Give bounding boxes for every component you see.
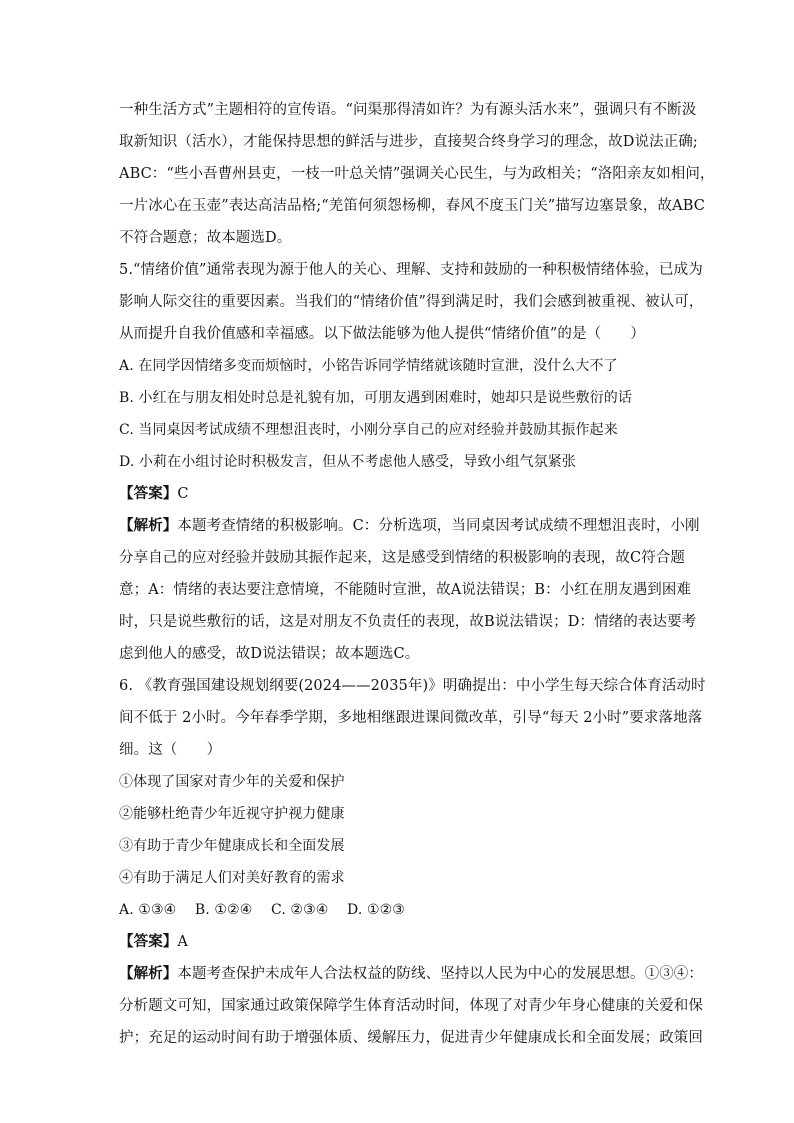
text-line: 不符合题意；故本题选D。 xyxy=(119,230,292,246)
option-c: C. 当同桌因考试成绩不理想沮丧时，小刚分享自己的应对经验并鼓励其振作起来 xyxy=(119,422,618,438)
option-b: B. 小红在与朋友相处时总是礼貌有加，可朋友遇到困难时，她却只是说些敷衍的话 xyxy=(119,390,632,406)
question-6-stem: 6. 《教育强国建设规划纲要(2024——2035年)》明确提出：中小学生每天综合体育活动时 xyxy=(119,678,706,694)
analysis-5-line: 意；A：情绪的表达要注意情境，不能随时宣泄，故A说法错误；B：小红在朋友遇到困难 xyxy=(119,582,692,598)
text-line: ABC：“些小吾曹州县吏，一枝一叶总关情”强调关心民生，与为政相关；“洛阳亲友如相问， xyxy=(119,166,715,182)
text-line: 取新知识（活水），才能保持思想的鲜活与进步，直接契合终身学习的理念，故D说法正确; xyxy=(119,134,698,150)
answer-tag: 【答案】 xyxy=(119,933,178,950)
analysis-5-line: 时，只是说些敷衍的话，这是对朋友不负责任的表现，故B说法错误；D：情绪的表达要考 xyxy=(119,614,697,630)
answer-tag: 【答案】 xyxy=(119,485,178,502)
statement-4: ④有助于满足人们对美好教育的需求 xyxy=(119,870,345,886)
analysis-tag: 【解析】 xyxy=(119,517,178,534)
question-5-stem: 5.“情绪价值”通常表现为源于他人的关心、理解、支持和鼓励的一种积极情绪体验，已成为 xyxy=(119,262,703,278)
statement-2: ②能够杜绝青少年近视守护视力健康 xyxy=(119,806,345,822)
option-a: A. 在同学因情绪多变而烦恼时，小铭告诉同学情绪就该随时宣泄，没什么大不了 xyxy=(119,358,618,374)
option-d: D. 小莉在小组讨论时积极发言，但从不考虑他人感受，导致小组气氛紧张 xyxy=(119,454,577,470)
answer-5 xyxy=(119,484,679,504)
answer-6 xyxy=(119,932,679,952)
statement-1: ①体现了国家对青少年的关爱和保护 xyxy=(119,774,345,790)
question-6-stem: 间不低于 2小时。今年春季学期，多地相继跟进课间微改革，引导“每天 2小时”要求落地落 xyxy=(119,710,703,726)
choice-options: A. ①③④ B. ①②④ C. ②③④ D. ①②③ xyxy=(119,902,405,918)
analysis-text: 本题考查保护未成年人合法权益的防线、坚持以人民为中心的发展思想。①③④： xyxy=(177,966,704,982)
analysis-5 xyxy=(119,516,700,536)
analysis-6-line: 分析题文可知，国家通过政策保障学生体育活动时间，体现了对青少年身心健康的关爱和保 xyxy=(119,998,703,1014)
analysis-text: 本题考查情绪的积极影响。C：分析选项，当同桌因考试成绩不理想沮丧时，小刚 xyxy=(177,518,700,534)
analysis-5-line: 分享自己的应对经验并鼓励其振作起来，这是感受到情绪的积极影响的表现，故C符合题 xyxy=(119,550,685,566)
text-line: 一片冰心在玉壶”表达高洁品格;“羌笛何须怨杨柳，春风不度玉门关”描写边塞景象，故ABC xyxy=(119,198,705,214)
analysis-tag: 【解析】 xyxy=(119,965,178,982)
answer-value: C xyxy=(177,486,189,502)
analysis-5-line: 虑到他人的感受，故D说法错误；故本题选C。 xyxy=(119,646,420,662)
statement-3: ③有助于青少年健康成长和全面发展 xyxy=(119,838,345,854)
answer-value: A xyxy=(177,934,188,950)
question-6-stem: 细。这（ ） xyxy=(119,742,222,758)
question-5-stem: 从而提升自我价值感和幸福感。以下做法能够为他人提供“情绪价值”的是（ ） xyxy=(119,326,646,342)
analysis-6 xyxy=(119,964,704,984)
analysis-6-line: 护；充足的运动时间有助于增强体质、缓解压力，促进青少年健康成长和全面发展；政策回 xyxy=(119,1030,703,1046)
question-5-stem: 影响人际交往的重要因素。当我们的“情绪价值”得到满足时，我们会感到被重视、被认可， xyxy=(119,294,704,310)
text-line: 一种生活方式”主题相符的宣传语。“问渠那得清如许？为有源头活水来”，强调只有不断汲 xyxy=(119,102,697,118)
